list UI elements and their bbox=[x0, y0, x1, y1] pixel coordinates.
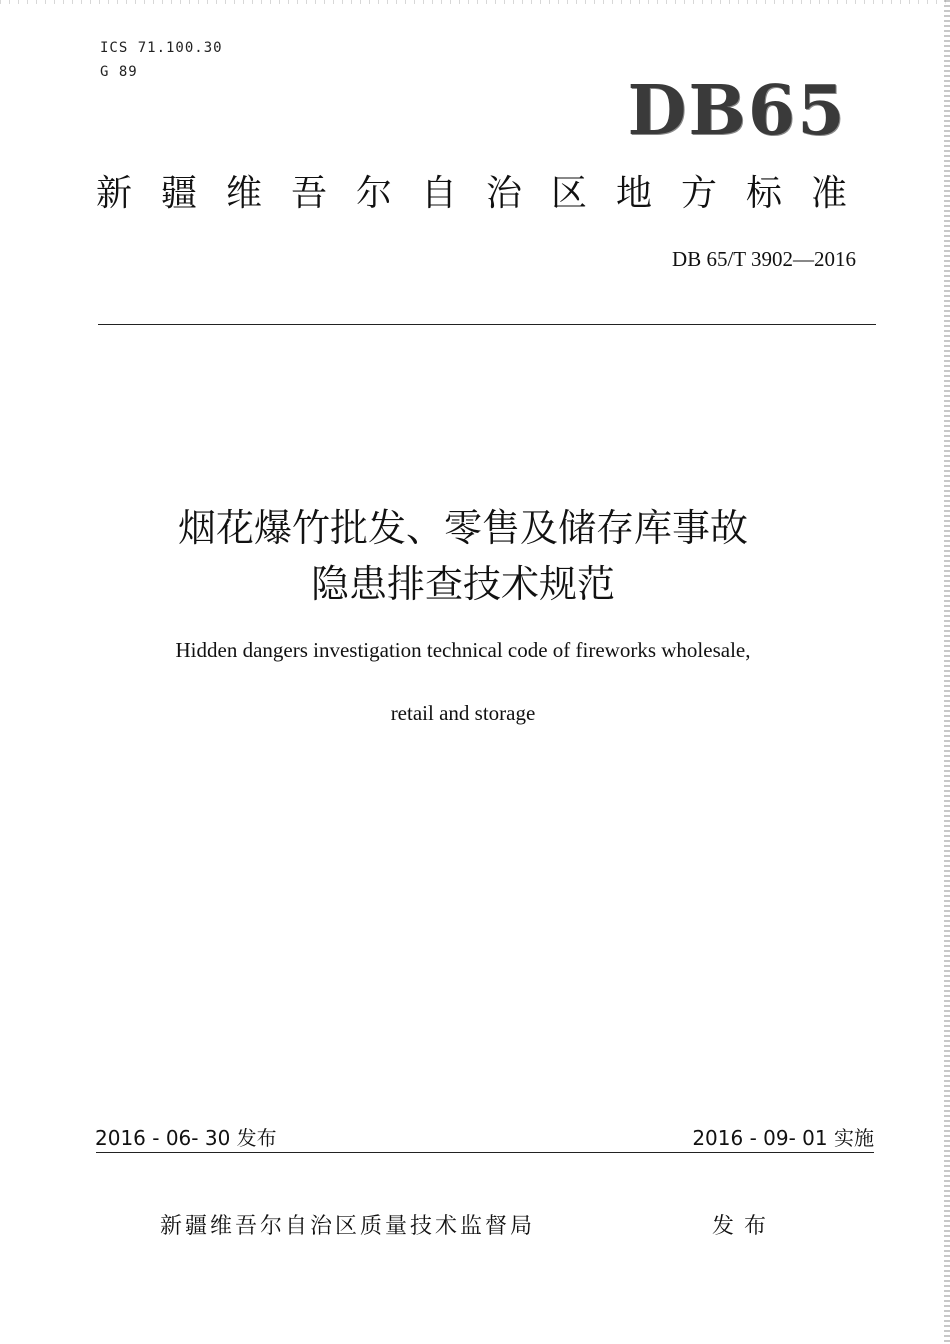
english-title-line-2: retail and storage bbox=[390, 701, 536, 725]
chinese-title-line-2: 隐患排查技术规范 bbox=[310, 562, 615, 606]
english-title bbox=[80, 634, 846, 729]
chinese-title-line-1: 烟花爆竹批发、零售及储存库事故 bbox=[177, 506, 748, 550]
classification-codes bbox=[100, 36, 223, 84]
ccs-code: G 89 bbox=[100, 64, 138, 80]
standard-number: DB 65/T 3902—2016 bbox=[672, 247, 856, 271]
standard-type-title: 新疆维吾尔自治区地方标准 bbox=[96, 173, 877, 214]
scan-edge-artifact-right bbox=[944, 0, 950, 1344]
implementation-date: 2016 - 09- 01 实施 bbox=[692, 1126, 874, 1150]
db65-logo: DB65 bbox=[627, 71, 847, 151]
top-divider bbox=[98, 324, 876, 325]
issue-date: 2016 - 06- 30 发布 bbox=[95, 1126, 277, 1150]
scan-edge-artifact-top bbox=[0, 0, 950, 4]
publish-label: 发布 bbox=[712, 1214, 777, 1239]
english-title-line-1: Hidden dangers investigation technical code of fireworks wholesale, bbox=[175, 638, 751, 662]
ics-code: ICS 71.100.30 bbox=[100, 40, 223, 56]
publisher-name: 新疆维吾尔自治区质量技术监督局 bbox=[160, 1214, 536, 1239]
chinese-title bbox=[100, 500, 826, 612]
bottom-divider bbox=[96, 1152, 874, 1153]
